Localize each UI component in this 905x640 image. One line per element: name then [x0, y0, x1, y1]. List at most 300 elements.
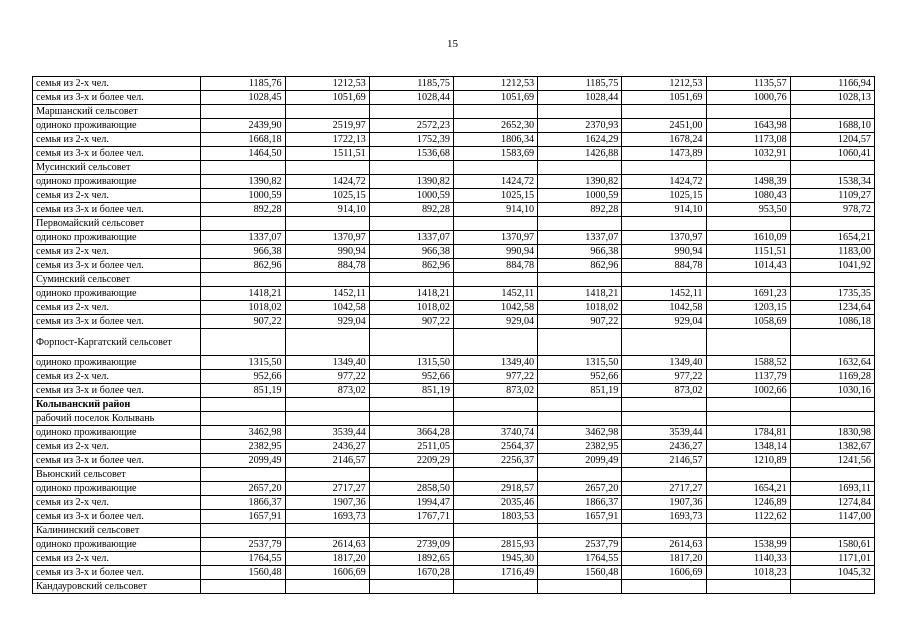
value-cell: 1315,50	[201, 356, 285, 370]
value-cell: 1668,18	[201, 133, 285, 147]
value-cell: 862,96	[201, 259, 285, 273]
value-cell	[453, 580, 537, 594]
value-cell: 1212,53	[453, 77, 537, 91]
value-cell	[369, 468, 453, 482]
value-cell: 2511,05	[369, 440, 453, 454]
value-cell: 2537,79	[201, 538, 285, 552]
value-cell: 1538,99	[706, 538, 790, 552]
household-type-cell: одиноко проживающие	[33, 175, 201, 189]
value-cell	[706, 161, 790, 175]
value-cell: 966,38	[369, 245, 453, 259]
value-cell: 1315,50	[538, 356, 622, 370]
value-cell	[538, 161, 622, 175]
household-type-cell: семья из 3-х и более чел.	[33, 259, 201, 273]
value-cell	[790, 468, 874, 482]
value-cell	[453, 412, 537, 426]
value-cell	[706, 105, 790, 119]
value-cell	[538, 524, 622, 538]
value-cell: 2519,97	[285, 119, 369, 133]
value-cell	[285, 329, 369, 356]
value-cell: 990,94	[453, 245, 537, 259]
value-cell	[622, 329, 706, 356]
household-type-cell: семья из 3-х и более чел.	[33, 384, 201, 398]
value-cell	[453, 524, 537, 538]
value-cell: 1767,71	[369, 510, 453, 524]
value-cell: 952,66	[201, 370, 285, 384]
value-cell: 1171,01	[790, 552, 874, 566]
value-cell: 1060,41	[790, 147, 874, 161]
value-cell: 1337,07	[538, 231, 622, 245]
value-cell: 2815,93	[453, 538, 537, 552]
value-cell: 1390,82	[201, 175, 285, 189]
settlement-name-cell: Калининский сельсовет	[33, 524, 201, 538]
value-cell	[369, 105, 453, 119]
value-cell: 1000,59	[538, 189, 622, 203]
household-type-cell: одиноко проживающие	[33, 119, 201, 133]
value-cell: 862,96	[538, 259, 622, 273]
value-cell: 851,19	[369, 384, 453, 398]
value-cell: 1536,68	[369, 147, 453, 161]
value-cell	[622, 217, 706, 231]
value-cell: 851,19	[201, 384, 285, 398]
value-cell: 1624,29	[538, 133, 622, 147]
value-cell: 892,28	[538, 203, 622, 217]
value-cell	[453, 217, 537, 231]
table-row	[33, 566, 875, 580]
value-cell: 1424,72	[622, 175, 706, 189]
table-row	[33, 91, 875, 105]
value-cell: 1498,39	[706, 175, 790, 189]
value-cell: 1654,21	[706, 482, 790, 496]
value-cell: 2614,63	[285, 538, 369, 552]
value-cell	[622, 524, 706, 538]
value-cell: 1241,56	[790, 454, 874, 468]
value-cell: 2564,37	[453, 440, 537, 454]
value-cell: 1464,50	[201, 147, 285, 161]
value-cell: 851,19	[538, 384, 622, 398]
value-cell: 1210,89	[706, 454, 790, 468]
value-cell: 1418,21	[201, 287, 285, 301]
value-cell	[706, 468, 790, 482]
value-cell: 873,02	[285, 384, 369, 398]
value-cell: 1018,02	[201, 301, 285, 315]
value-cell	[369, 329, 453, 356]
value-cell: 1817,20	[285, 552, 369, 566]
value-cell	[285, 217, 369, 231]
table-row	[33, 231, 875, 245]
value-cell: 1337,07	[369, 231, 453, 245]
value-cell	[622, 161, 706, 175]
value-cell: 3539,44	[622, 426, 706, 440]
value-cell	[790, 217, 874, 231]
value-cell: 1183,00	[790, 245, 874, 259]
value-cell: 1610,09	[706, 231, 790, 245]
value-cell: 1473,89	[622, 147, 706, 161]
household-type-cell: одиноко проживающие	[33, 482, 201, 496]
value-cell: 1051,69	[453, 91, 537, 105]
value-cell: 1041,92	[790, 259, 874, 273]
value-cell	[622, 580, 706, 594]
value-cell	[622, 468, 706, 482]
table-row	[33, 552, 875, 566]
settlement-heading-row	[33, 524, 875, 538]
value-cell: 1560,48	[201, 566, 285, 580]
value-cell	[538, 468, 622, 482]
value-cell: 884,78	[453, 259, 537, 273]
value-cell	[285, 398, 369, 412]
settlement-heading-row	[33, 468, 875, 482]
value-cell: 1051,69	[285, 91, 369, 105]
settlement-name-cell: Маршанский сельсовет	[33, 105, 201, 119]
value-cell: 1390,82	[538, 175, 622, 189]
value-cell: 2739,09	[369, 538, 453, 552]
household-type-cell: семья из 2-х чел.	[33, 77, 201, 91]
value-cell: 1678,24	[622, 133, 706, 147]
value-cell: 1452,11	[453, 287, 537, 301]
value-cell: 1511,51	[285, 147, 369, 161]
value-cell	[201, 580, 285, 594]
table-row	[33, 315, 875, 329]
value-cell: 1212,53	[285, 77, 369, 91]
value-cell	[790, 412, 874, 426]
value-cell: 1025,15	[453, 189, 537, 203]
value-cell	[369, 398, 453, 412]
value-cell: 1042,58	[285, 301, 369, 315]
value-cell	[453, 329, 537, 356]
table-row	[33, 245, 875, 259]
value-cell: 1109,27	[790, 189, 874, 203]
value-cell	[201, 412, 285, 426]
household-type-cell: семья из 2-х чел.	[33, 552, 201, 566]
value-cell: 1817,20	[622, 552, 706, 566]
value-cell: 1018,02	[369, 301, 453, 315]
value-cell: 1045,32	[790, 566, 874, 580]
value-cell: 2657,20	[201, 482, 285, 496]
value-cell: 952,66	[538, 370, 622, 384]
settlement-heading-row	[33, 580, 875, 594]
table-row	[33, 440, 875, 454]
value-cell: 873,02	[453, 384, 537, 398]
value-cell: 1866,37	[201, 496, 285, 510]
settlement-name-cell: Первомайский сельсовет	[33, 217, 201, 231]
value-cell: 1137,79	[706, 370, 790, 384]
value-cell: 1080,43	[706, 189, 790, 203]
value-cell	[538, 217, 622, 231]
value-cell: 1643,98	[706, 119, 790, 133]
value-cell	[790, 398, 874, 412]
value-cell: 2657,20	[538, 482, 622, 496]
table-row	[33, 538, 875, 552]
value-cell	[622, 273, 706, 287]
value-cell: 1000,59	[369, 189, 453, 203]
value-cell	[790, 524, 874, 538]
table-row	[33, 454, 875, 468]
value-cell: 990,94	[622, 245, 706, 259]
household-type-cell: семья из 3-х и более чел.	[33, 566, 201, 580]
value-cell	[285, 273, 369, 287]
value-cell: 1452,11	[285, 287, 369, 301]
household-type-cell: семья из 2-х чел.	[33, 189, 201, 203]
value-cell: 1370,97	[453, 231, 537, 245]
value-cell: 873,02	[622, 384, 706, 398]
value-cell: 1147,00	[790, 510, 874, 524]
value-cell	[285, 468, 369, 482]
household-type-cell: семья из 2-х чел.	[33, 370, 201, 384]
value-cell: 914,10	[453, 203, 537, 217]
household-type-cell: семья из 3-х и более чел.	[33, 203, 201, 217]
value-cell: 2918,57	[453, 482, 537, 496]
household-type-cell: семья из 3-х и более чел.	[33, 510, 201, 524]
value-cell: 1418,21	[538, 287, 622, 301]
table-row	[33, 482, 875, 496]
table-row	[33, 510, 875, 524]
table-row	[33, 147, 875, 161]
settlement-heading-row	[33, 412, 875, 426]
value-cell	[369, 580, 453, 594]
value-cell	[285, 580, 369, 594]
value-cell: 929,04	[285, 315, 369, 329]
value-cell: 978,72	[790, 203, 874, 217]
household-type-cell: одиноко проживающие	[33, 426, 201, 440]
value-cell: 1606,69	[285, 566, 369, 580]
value-cell: 1866,37	[538, 496, 622, 510]
value-cell: 1390,82	[369, 175, 453, 189]
value-cell: 1204,57	[790, 133, 874, 147]
value-cell: 966,38	[538, 245, 622, 259]
value-cell: 1752,39	[369, 133, 453, 147]
value-cell: 1349,40	[622, 356, 706, 370]
value-cell	[201, 161, 285, 175]
value-cell: 1370,97	[622, 231, 706, 245]
value-cell: 1654,21	[790, 231, 874, 245]
household-type-cell: одиноко проживающие	[33, 231, 201, 245]
value-cell: 1426,88	[538, 147, 622, 161]
value-cell: 1560,48	[538, 566, 622, 580]
value-cell: 2146,57	[622, 454, 706, 468]
value-cell: 2146,57	[285, 454, 369, 468]
value-cell: 1424,72	[453, 175, 537, 189]
value-cell: 2537,79	[538, 538, 622, 552]
value-cell: 1122,62	[706, 510, 790, 524]
value-cell: 862,96	[369, 259, 453, 273]
value-cell: 1370,97	[285, 231, 369, 245]
value-cell: 1583,69	[453, 147, 537, 161]
value-cell	[201, 468, 285, 482]
household-type-cell: семья из 2-х чел.	[33, 440, 201, 454]
value-cell: 1688,10	[790, 119, 874, 133]
value-cell	[285, 524, 369, 538]
value-cell: 1945,30	[453, 552, 537, 566]
value-cell: 1058,69	[706, 315, 790, 329]
value-cell: 2451,00	[622, 119, 706, 133]
value-cell: 1693,73	[622, 510, 706, 524]
value-cell: 1691,23	[706, 287, 790, 301]
district-name-cell: Колыванский район	[33, 398, 201, 412]
value-cell: 1185,76	[201, 77, 285, 91]
value-cell	[285, 412, 369, 426]
value-cell: 1018,23	[706, 566, 790, 580]
value-cell: 3740,74	[453, 426, 537, 440]
value-cell: 1246,89	[706, 496, 790, 510]
value-cell: 2652,30	[453, 119, 537, 133]
page-number: 15	[447, 38, 458, 50]
value-cell: 907,22	[538, 315, 622, 329]
value-cell: 2099,49	[201, 454, 285, 468]
value-cell: 1764,55	[538, 552, 622, 566]
value-cell: 914,10	[285, 203, 369, 217]
value-cell: 907,22	[201, 315, 285, 329]
household-type-cell: семья из 3-х и более чел.	[33, 147, 201, 161]
household-type-cell: семья из 3-х и более чел.	[33, 454, 201, 468]
value-cell: 907,22	[369, 315, 453, 329]
value-cell: 2256,37	[453, 454, 537, 468]
table-row	[33, 77, 875, 91]
value-cell	[369, 524, 453, 538]
value-cell: 1185,75	[538, 77, 622, 91]
value-cell: 990,94	[285, 245, 369, 259]
value-cell: 1907,36	[285, 496, 369, 510]
value-cell: 1212,53	[622, 77, 706, 91]
value-cell: 2209,29	[369, 454, 453, 468]
value-cell: 1722,13	[285, 133, 369, 147]
value-cell: 1784,81	[706, 426, 790, 440]
table-row	[33, 370, 875, 384]
value-cell: 1042,58	[453, 301, 537, 315]
value-cell: 2572,23	[369, 119, 453, 133]
value-cell: 1315,50	[369, 356, 453, 370]
household-type-cell: семья из 2-х чел.	[33, 301, 201, 315]
value-cell: 929,04	[622, 315, 706, 329]
value-cell: 1657,91	[201, 510, 285, 524]
value-cell	[201, 217, 285, 231]
value-cell: 2717,27	[285, 482, 369, 496]
table-row	[33, 203, 875, 217]
value-cell	[538, 580, 622, 594]
table-row	[33, 175, 875, 189]
value-cell: 1830,98	[790, 426, 874, 440]
value-cell: 952,66	[369, 370, 453, 384]
value-cell: 1606,69	[622, 566, 706, 580]
value-cell	[285, 161, 369, 175]
value-cell	[622, 412, 706, 426]
value-cell: 1716,49	[453, 566, 537, 580]
value-cell: 929,04	[453, 315, 537, 329]
table-row	[33, 259, 875, 273]
settlement-name-cell: Мусинский сельсовет	[33, 161, 201, 175]
value-cell: 1657,91	[538, 510, 622, 524]
value-cell: 977,22	[622, 370, 706, 384]
value-cell	[201, 398, 285, 412]
value-cell	[369, 273, 453, 287]
value-cell: 2035,46	[453, 496, 537, 510]
table-row	[33, 356, 875, 370]
value-cell	[201, 524, 285, 538]
value-cell: 1764,55	[201, 552, 285, 566]
value-cell	[538, 105, 622, 119]
value-cell: 1424,72	[285, 175, 369, 189]
table-row	[33, 384, 875, 398]
value-cell: 3462,98	[201, 426, 285, 440]
household-type-cell: семья из 2-х чел.	[33, 133, 201, 147]
value-cell: 966,38	[201, 245, 285, 259]
value-cell	[201, 273, 285, 287]
value-cell: 1030,16	[790, 384, 874, 398]
value-cell: 1693,11	[790, 482, 874, 496]
settlement-heading-row	[33, 161, 875, 175]
value-cell: 1418,21	[369, 287, 453, 301]
household-type-cell: одиноко проживающие	[33, 287, 201, 301]
value-cell: 1806,34	[453, 133, 537, 147]
value-cell	[201, 329, 285, 356]
settlement-name-cell: Кандауровский сельсовет	[33, 580, 201, 594]
value-cell	[622, 398, 706, 412]
value-cell: 977,22	[453, 370, 537, 384]
value-cell	[453, 105, 537, 119]
household-type-cell: семья из 2-х чел.	[33, 245, 201, 259]
tariff-table	[32, 76, 875, 594]
value-cell: 1028,13	[790, 91, 874, 105]
value-cell	[538, 273, 622, 287]
value-cell	[201, 105, 285, 119]
value-cell	[706, 412, 790, 426]
value-cell: 2614,63	[622, 538, 706, 552]
value-cell	[790, 273, 874, 287]
value-cell: 1000,76	[706, 91, 790, 105]
value-cell: 2382,95	[201, 440, 285, 454]
settlement-heading-row	[33, 217, 875, 231]
value-cell	[706, 524, 790, 538]
value-cell: 1580,61	[790, 538, 874, 552]
value-cell: 1203,15	[706, 301, 790, 315]
settlement-name-cell: Суминский сельсовет	[33, 273, 201, 287]
value-cell: 1002,66	[706, 384, 790, 398]
value-cell	[790, 329, 874, 356]
value-cell: 2370,93	[538, 119, 622, 133]
value-cell: 1670,28	[369, 566, 453, 580]
value-cell	[453, 468, 537, 482]
value-cell: 892,28	[201, 203, 285, 217]
table-row	[33, 496, 875, 510]
value-cell: 2099,49	[538, 454, 622, 468]
value-cell: 1140,33	[706, 552, 790, 566]
value-cell: 1382,67	[790, 440, 874, 454]
value-cell: 1135,57	[706, 77, 790, 91]
value-cell: 1538,34	[790, 175, 874, 189]
value-cell	[790, 580, 874, 594]
value-cell	[790, 161, 874, 175]
value-cell: 1349,40	[285, 356, 369, 370]
value-cell: 1000,59	[201, 189, 285, 203]
value-cell: 892,28	[369, 203, 453, 217]
value-cell: 1173,08	[706, 133, 790, 147]
value-cell: 1169,28	[790, 370, 874, 384]
value-cell	[706, 273, 790, 287]
value-cell: 1693,73	[285, 510, 369, 524]
household-type-cell: одиноко проживающие	[33, 538, 201, 552]
settlement-heading-row	[33, 329, 875, 356]
table-row	[33, 133, 875, 147]
value-cell: 1025,15	[285, 189, 369, 203]
value-cell: 1051,69	[622, 91, 706, 105]
value-cell	[285, 105, 369, 119]
value-cell: 1151,51	[706, 245, 790, 259]
district-heading-row	[33, 398, 875, 412]
value-cell: 884,78	[622, 259, 706, 273]
value-cell: 1166,94	[790, 77, 874, 91]
value-cell: 1735,35	[790, 287, 874, 301]
value-cell: 1274,84	[790, 496, 874, 510]
value-cell: 1028,44	[369, 91, 453, 105]
